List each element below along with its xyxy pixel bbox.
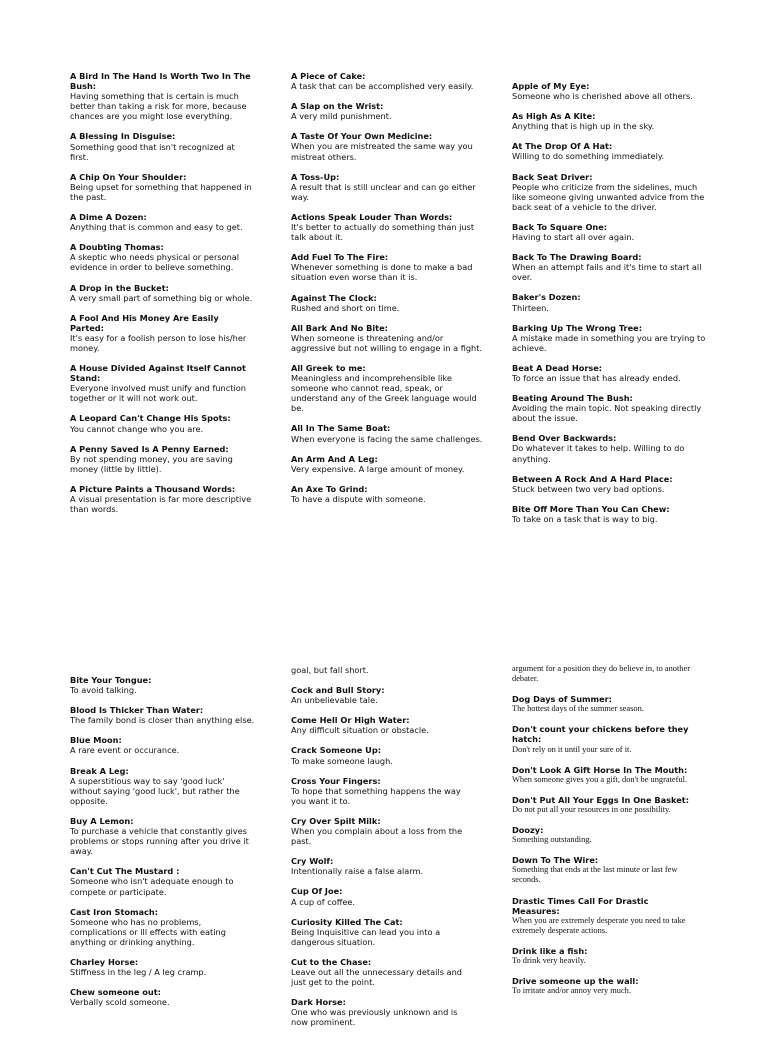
idiom-term: A Slap on the Wrist: [291,101,384,112]
idiom-definition: When an attempt fails and it's time to start all over. [512,262,702,283]
idiom-entry [291,776,476,806]
idiom-term: Back To The Drawing Board: [512,252,642,263]
idiom-definition: A very small part of something big or whole. [70,292,253,303]
idiom-entry [70,212,255,232]
idiom-definition: A mistake made in something you are trying to achieve. [512,332,706,353]
idiom-term: Come Hell Or High Water: [291,715,410,726]
idiom-definition: A superstitious way to say 'good luck' without saying 'good luck', but rather the opposite. [70,775,240,806]
idiom-definition: Do whatever it takes to help. Willing to do anything. [512,443,685,464]
idiom-entry [70,413,255,433]
idiom-entry [70,444,255,474]
idiom-entry [512,946,698,966]
idiom-entry [291,212,487,242]
idiom-term: A House Divided Against Itself Cannot Stand: [70,363,246,384]
idiom-entry [512,222,707,242]
idiom-entry [70,766,255,806]
idiom-entry [291,816,476,846]
idiom-term: Drive someone up the wall: [512,976,639,987]
idiom-entry [291,997,476,1027]
idiom-entry [291,745,476,765]
idiom-term: A Piece of Cake: [291,71,366,81]
idiom-term: Back Seat Driver: [512,171,593,182]
idiom-entry [70,242,255,272]
idiom-definition: A rare event or occurance. [70,745,180,756]
idiom-term: Beating Around The Bush: [512,393,633,404]
page2-column-1 [70,675,255,1017]
idiom-entry [512,825,698,845]
page2-column-2-entries [291,685,476,1027]
idiom-entry [512,976,698,996]
idiom-term: Bite Your Tongue: [70,675,152,685]
idiom-entry [512,393,707,423]
idiom-entry [70,675,255,695]
idiom-term: Blue Moon: [70,735,122,746]
idiom-term: A Fool And His Money Are Easily Parted: [70,312,219,333]
idiom-definition: Thirteen. [512,302,549,313]
idiom-term: Drink like a fish: [512,945,588,956]
idiom-definition: The hottest days of the summer season. [512,704,644,714]
idiom-definition: A skeptic who needs physical or personal evidence in order to believe something. [70,252,240,273]
idiom-entry [291,293,487,313]
idiom-term: A Picture Paints a Thousand Words: [70,483,236,494]
page2-column-2 [291,665,476,1037]
idiom-definition: When you are extremely desperate you need to take extremely desperate actions. [512,915,686,935]
idiom-definition: When everyone is facing the same challenges. [291,433,483,444]
idiom-term: All Greek to me: [291,362,366,373]
idiom-term: Cut to the Chase: [291,956,372,967]
idiom-term: Don't Put All Your Eggs In One Basket: [512,794,689,805]
idiom-term: Can't Cut The Mustard : [70,866,180,877]
idiom-entry [70,172,255,202]
idiom-definition: To drink very heavily. [512,955,586,965]
idiom-entry [512,795,698,815]
idiom-term: Back To Square One: [512,221,608,232]
idiom-term: Between A Rock And A Hard Place: [512,473,673,484]
idiom-term: Cross Your Fingers: [291,775,381,786]
idiom-term: All Bark And No Bite: [291,322,388,333]
idiom-entry [291,423,487,443]
page2-column-3-entries [512,694,698,996]
idiom-term: Cry Over Spilt Milk: [291,815,381,826]
idiom-definition: Anything that is common and easy to get. [70,222,243,233]
idiom-term: Chew someone out: [70,987,161,998]
idiom-term: Cry Wolf: [291,856,334,867]
idiom-entry [291,957,476,987]
idiom-entry [291,252,487,282]
idiom-definition: A cup of coffee. [291,896,356,907]
idiom-definition: Someone who isn't adequate enough to compete or participate. [70,876,234,897]
idiom-term: Buy A Lemon: [70,815,134,826]
idiom-term: An Arm And A Leg: [291,453,378,464]
idiom-entry [512,896,698,936]
idiom-definition: To irritate and/or annoy very much. [512,986,631,996]
idiom-entry [291,454,487,474]
idiom-definition: A task that can be accomplished very easily. [291,81,474,92]
idiom-entry [70,816,255,856]
idiom-entry [291,71,487,91]
idiom-term: Drastic Times Call For Drastic Measures: [512,895,649,916]
idiom-entry [512,141,707,161]
idiom-term: A Doubting Thomas: [70,242,164,253]
page1-column-1 [70,71,255,524]
idiom-definition: Stiffness in the leg / A leg cramp. [70,967,207,978]
idiom-entry [512,252,707,282]
idiom-entry [512,433,707,463]
idiom-definition: To purchase a vehicle that constantly gives problems or stops running after you drive it away. [70,826,249,857]
idiom-definition: A result that is still unclear and can go either way. [291,181,476,202]
idiom-entry [512,363,707,383]
idiom-term: A Blessing In Disguise: [70,131,176,142]
idiom-entry [291,856,476,876]
page1-column-3 [512,81,707,534]
idiom-entry [70,283,255,303]
idiom-entry [70,907,255,947]
idiom-entry [512,765,698,785]
page1-column-2 [291,71,487,514]
idiom-entry [291,131,487,161]
idiom-definition: Something outstanding. [512,835,592,845]
idiom-entry [70,735,255,755]
idiom-definition: Something good that isn't recognized at first. [70,141,235,162]
idiom-definition: It's easy for a foolish person to lose his/her money. [70,332,247,353]
idiom-entry [291,323,487,353]
idiom-definition: To force an issue that has already ended. [512,372,681,383]
idiom-entry [70,363,255,403]
idiom-entry [512,323,707,353]
idiom-term: Baker's Dozen: [512,292,581,303]
idiom-entry [291,101,487,121]
idiom-definition: Being Inquisitive can lead you into a dangerous situation. [291,926,441,947]
idiom-definition: Everyone involved must unify and function together or it will not work out. [70,383,246,404]
idiom-definition: Someone who has no problems, complications or ill effects with eating anything or drinking anything. [70,916,226,947]
idiom-term: A Drop in the Bucket: [70,282,169,293]
idiom-entry [291,484,487,504]
idiom-entry [70,313,255,353]
idiom-definition: One who was previously unknown and is now prominent. [291,1007,458,1028]
idiom-definition: Leave out all the unnecessary details and just get to the point. [291,966,462,988]
idiom-definition: A very mild punishment. [291,111,392,122]
page2-column-3 [512,664,698,1006]
idiom-entry [512,855,698,885]
idiom-term: Actions Speak Louder Than Words: [291,211,453,222]
idiom-entry [512,474,707,494]
idiom-entry [291,715,476,735]
idiom-definition: To have a dispute with someone. [291,493,426,504]
idiom-definition: Verbally scold someone. [70,997,170,1008]
idiom-term: A Dime A Dozen: [70,212,147,223]
idiom-entry [291,363,487,413]
idiom-definition: Willing to do something immediately. [512,151,665,162]
idiom-term: Break A Leg: [70,765,129,776]
idiom-entry [70,987,255,1007]
idiom-term: All In The Same Boat: [291,423,391,434]
idiom-definition: Intentionally raise a false alarm. [291,866,424,877]
idiom-definition: Someone who is cherished above all others. [512,91,693,102]
idiom-term: Down To The Wire: [512,855,599,866]
idiom-entry [291,917,476,947]
idiom-definition: When you are mistreated the same way you mistreat others. [291,141,473,162]
idiom-definition: Being upset for something that happened in the past. [70,181,252,202]
idiom-term: Bite Off More Than You Can Chew: [512,503,670,514]
idiom-definition: Very expensive. A large amount of money. [291,463,465,474]
idiom-entry [512,172,707,212]
idiom-term: Cock and Bull Story: [291,685,385,696]
idiom-entry [291,172,487,202]
idiom-definition: Stuck between two very bad options. [512,483,665,494]
idiom-definition: Rushed and short on time. [291,302,400,313]
idiom-entry [512,81,707,101]
idiom-definition: People who criticize from the sidelines, much like someone giving unwanted advice from the back seat of a vehicle to the driver. [512,181,705,212]
idiom-term: Blood Is Thicker Than Water: [70,705,204,716]
idiom-entry [70,866,255,896]
idiom-definition: Meaningless and incomprehensible like someone who cannot read, speak, or understand any of the Greek language would be. [291,373,477,414]
idiom-definition: To take on a task that is way to big. [512,513,658,524]
idiom-entry [70,71,255,121]
idiom-definition: To make someone laugh. [291,755,393,766]
idiom-term: A Penny Saved Is A Penny Earned: [70,443,229,454]
idiom-definition: The family bond is closer than anything else. [70,715,255,726]
idiom-definition: When you complain about a loss from the past. [291,826,463,847]
idiom-term: Bend Over Backwards: [512,433,617,444]
idiom-definition: Something that ends at the last minute or last few seconds. [512,865,678,885]
idiom-term: Apple of My Eye: [512,81,590,91]
idiom-term: A Leopard Can't Change His Spots: [70,413,231,424]
idiom-term: Crack Someone Up: [291,745,381,756]
idiom-definition: Avoiding the main topic. Not speaking directly about the issue. [512,403,702,424]
idiom-term: Dark Horse: [291,997,346,1008]
idiom-term: At The Drop Of A Hat: [512,141,613,152]
idiom-term: A Bird In The Hand Is Worth Two In The Bush: [70,71,251,92]
idiom-term: Cast Iron Stomach: [70,906,159,917]
idiom-definition: When someone is threatening and/or aggressive but not willing to engage in a fight. [291,332,483,353]
page2-column-2-continuation: goal, but fall short. [291,665,369,675]
idiom-entry [512,694,698,714]
idiom-entry [512,111,707,131]
idiom-term: Beat A Dead Horse: [512,362,603,373]
idiom-term: A Taste Of Your Own Medicine: [291,131,433,142]
idiom-definition: Any difficult situation or obstacle. [291,725,429,736]
idiom-term: Charley Horse: [70,956,139,967]
idiom-definition: When someone gives you a gift, don't be ungrateful. [512,774,688,784]
idiom-term: A Toss-Up: [291,171,340,182]
idiom-entry [512,292,707,312]
idiom-definition: It's better to actually do something than just talk about it. [291,222,475,243]
idiom-definition: Do not put all your resources in one possibility. [512,804,671,814]
idiom-term: A Chip On Your Shoulder: [70,171,187,182]
idiom-definition: Having something that is certain is much better than taking a risk for more, because chances are you might lose everything. [70,91,247,122]
idiom-entry [291,685,476,705]
idiom-term: An Axe To Grind: [291,483,368,494]
idiom-definition: Having to start all over again. [512,232,635,243]
idiom-definition: You cannot change who you are. [70,423,204,434]
idiom-definition: A visual presentation is far more descriptive than words. [70,494,252,515]
idiom-term: Against The Clock: [291,292,377,303]
idiom-term: Add Fuel To The Fire: [291,252,389,263]
idiom-definition: By not spending money, you are saving money (little by little). [70,453,233,474]
idiom-entry [70,957,255,977]
idiom-entry [291,886,476,906]
idiom-definition: Whenever something is done to make a bad situation even worse than it is. [291,262,473,283]
idiom-term: Don't count your chickens before they hatch: [512,724,689,745]
idiom-entry [70,705,255,725]
idiom-term: Curiosity Killed The Cat: [291,916,403,927]
idiom-definition: Anything that is high up in the sky. [512,121,655,132]
idiom-definition: To hope that something happens the way you want it to. [291,785,461,806]
idiom-term: Dog Days of Summer: [512,694,612,705]
idiom-entry [70,484,255,514]
page2-column-3-continuation: argument for a position they do believe in, to another debater. [512,664,691,684]
idiom-term: Don't Look A Gift Horse In The Mouth: [512,764,688,775]
idiom-definition: To avoid talking. [70,685,137,696]
idiom-term: Barking Up The Wrong Tree: [512,322,642,333]
idiom-entry [70,131,255,161]
idiom-entry [512,724,698,754]
idiom-definition: An unbelievable tale. [291,695,378,706]
idiom-entry [512,504,707,524]
idiom-term: Cup Of Joe: [291,886,343,897]
idiom-term: Doozy: [512,825,544,836]
idiom-term: As High As A Kite: [512,111,596,122]
idiom-definition: Don't rely on it until your sure of it. [512,744,632,754]
